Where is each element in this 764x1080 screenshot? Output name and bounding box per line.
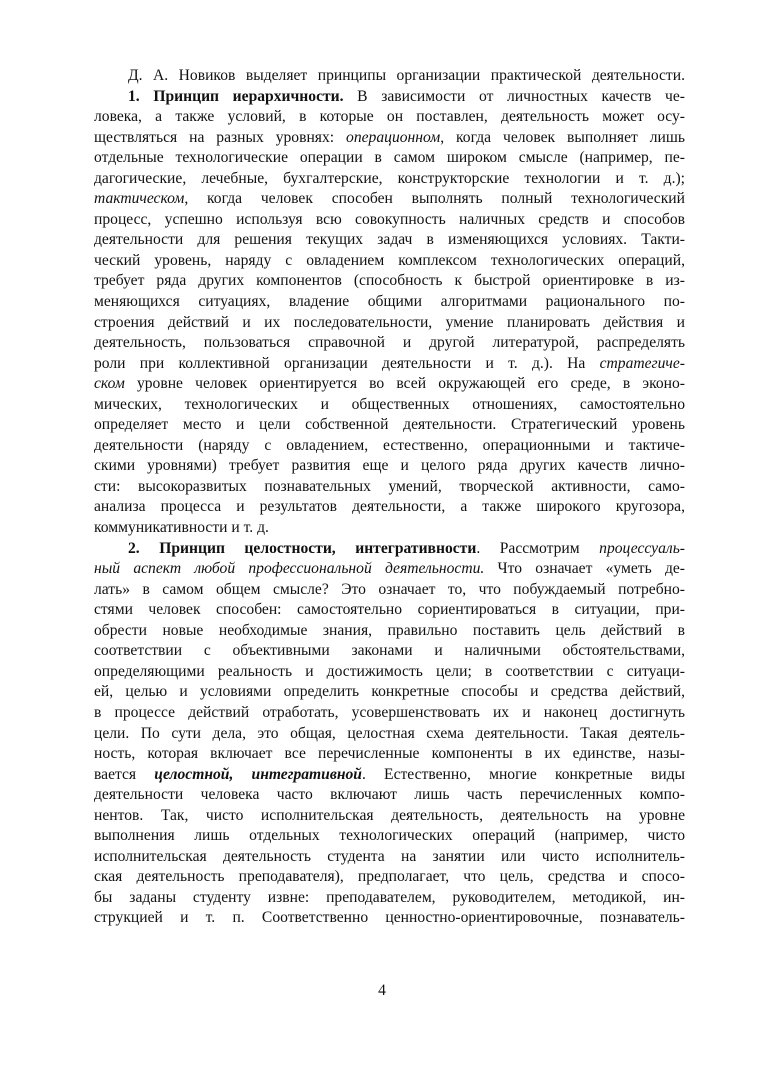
text-line: 1. Принцип иерархичности. В зависимости от личностных качеств че- (128, 87, 685, 105)
text-line: ный аспект любой профессиональной деятельности. Что означает «уметь де- (94, 560, 685, 578)
text-line: вается целостной, интегративной. Естественно, многие конкретные виды (94, 765, 686, 783)
text-line: отдельные технологические операции в самом широком смысле (например, пе- (94, 149, 685, 167)
text-line: деятельность, пользоваться справочной и другой литературой, распределять (94, 334, 685, 352)
text-line: 2. Принцип целостности, интегративности. Рассмотрим процессуаль- (128, 539, 685, 557)
text-line: тактическом, когда человек способен выполнять полный технологический (94, 190, 685, 208)
text-line: деятельности человека часто включают лишь часть перечисленных компо- (94, 786, 685, 804)
text-line: соответствии с объективными законами и наличными обстоятельствами, (94, 642, 685, 660)
text-line: ность, которая включает все перечисленные компоненты в их единстве, назы- (94, 745, 685, 763)
term-integral: целостной, интегративной (154, 765, 362, 783)
text-line: исполнительская деятельность студента на занятии или чисто исполнитель- (94, 847, 685, 865)
principle-hierarchy-paragraph (94, 87, 685, 539)
text-line: процесс, успешно используя всю совокупность наличных средств и способов (94, 210, 685, 228)
text-line: стями человек способен: самостоятельно сориентироваться в ситуации, при- (94, 601, 685, 619)
text-line: роли при коллективной организации деятельности и т. д.). На стратегиче- (94, 354, 685, 372)
term-strategic: стратегиче- (599, 354, 685, 372)
principle-integrity-heading: 2. Принцип целостности, интегративности (128, 539, 477, 557)
text-line: дагогические, лечебные, бухгалтерские, конструкторские технологии и т. д.); (94, 169, 685, 187)
text-line: определяющими реальность и достижимость цели; в соответствии с ситуаци- (94, 662, 685, 680)
term-procedural: процессуаль- (599, 539, 685, 557)
text-line: меняющихся ситуациях, владение общими алгоритмами рационального по- (94, 293, 685, 311)
text-line: ловека, а также условий, в которые он поставлен, деятельность может осу- (94, 108, 685, 126)
text-line: ская деятельность преподавателя), предполагает, что цель, средства и спосо- (94, 868, 685, 886)
text-line: коммуникативности и т. д. (94, 519, 269, 537)
body-text (94, 66, 685, 929)
text-line: обрести новые необходимые знания, правильно поставить цель действий в (94, 621, 685, 639)
text-line: скими уровнями) требует развития еще и целого ряда других качеств лично- (94, 457, 685, 475)
text-line: требует ряда других компонентов (способность к быстрой ориентировке в из- (94, 272, 685, 290)
intro-paragraph (94, 66, 685, 87)
text-line: мических, технологических и общественных отношениях, самостоятельно (94, 395, 685, 413)
text-line: ей, целью и условиями определить конкретные способы и средства действий, (94, 683, 685, 701)
text-line: нентов. Так, чисто исполнительская деятельность, деятельность на уровне (94, 806, 685, 824)
text-line: в процессе действий отработать, усовершенствовать их и наконец достигнуть (94, 703, 685, 721)
page-number: 4 (378, 982, 386, 999)
text-line: деятельности для решения текущих задач в изменяющихся условиях. Такти- (94, 231, 685, 249)
text-line: лать» в самом общем смысле? Это означает то, что побуждаемый потребно- (94, 580, 685, 598)
text-line: цели. По сути дела, это общая, целостная схема деятельности. Такая деятель- (94, 724, 685, 742)
text-line: анализа процесса и результатов деятельности, а также широкого кругозора, (94, 498, 685, 516)
text-line: струкцией и т. п. Соответственно ценностно-ориентировочные, познаватель- (94, 909, 685, 927)
text-line: сти: высокоразвитых познавательных умений, творческой активности, само- (94, 477, 685, 495)
term-operational: операционном (346, 128, 441, 146)
text-line: ществляться на разных уровнях: операционном, когда человек выполняет лишь (94, 128, 685, 146)
text-line: ском уровне человек ориентируется во всей окружающей его среде, в эконо- (94, 375, 685, 393)
term-strategic-cont: ском (94, 375, 125, 393)
term-procedural-aspect: ный аспект любой профессиональной деятельности. (94, 560, 485, 578)
text-line: Д. А. Новиков выделяет принципы организации практической деятельности. (128, 67, 685, 84)
text-line: ческий уровень, наряду с овладением комплексом технологических операций, (94, 251, 685, 269)
text-line: строения действий и их последовательности, умение планировать действия и (94, 313, 685, 331)
principle-integrity-paragraph (94, 539, 685, 929)
text-line: определяет место и цели собственной деятельности. Стратегический уровень (94, 416, 685, 434)
text-line: бы заданы студенту извне: преподавателем, руководителем, методикой, ин- (94, 888, 685, 906)
term-tactical: тактическом (94, 190, 185, 208)
text-line: выполнения лишь отдельных технологических операций (например, чисто (94, 827, 685, 845)
text-line: деятельности (наряду с овладением, естественно, операционными и тактиче- (94, 436, 685, 454)
principle-hierarchy-heading: 1. Принцип иерархичности. (128, 87, 344, 105)
